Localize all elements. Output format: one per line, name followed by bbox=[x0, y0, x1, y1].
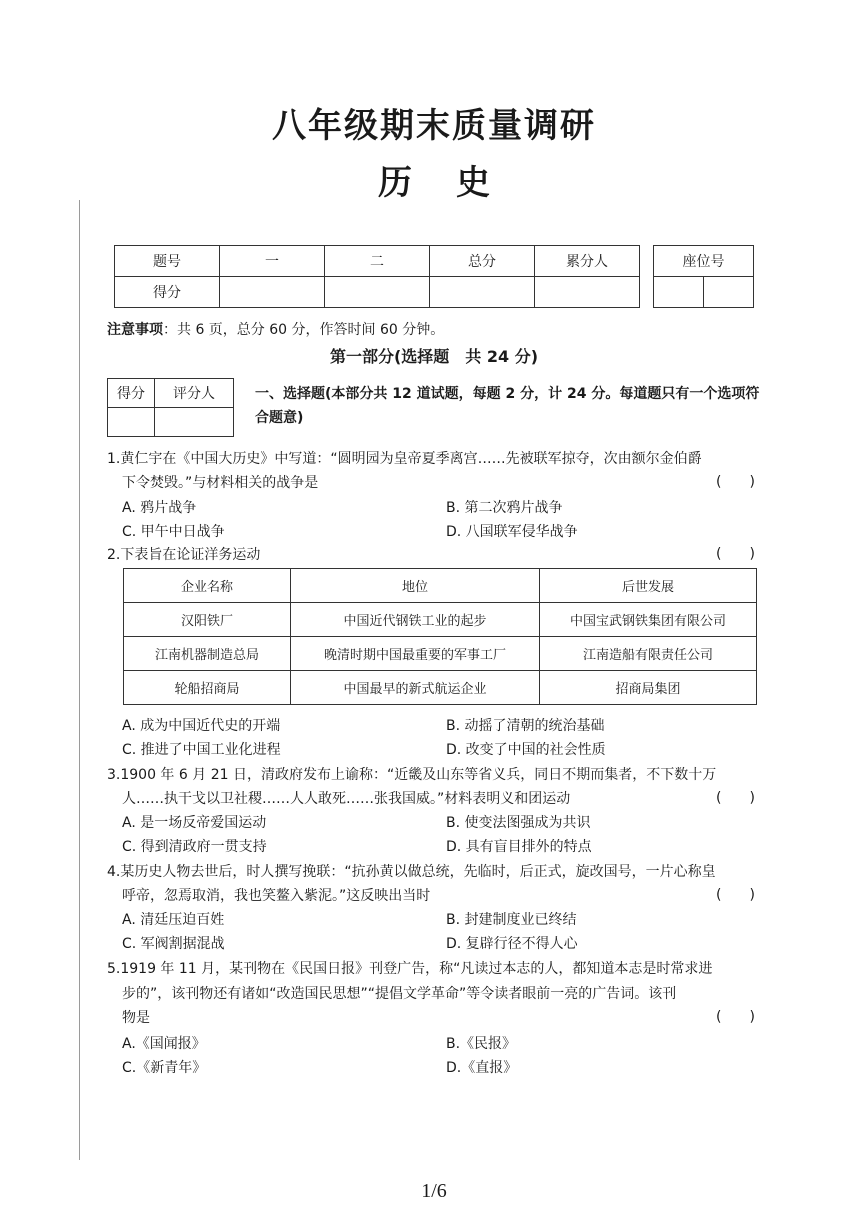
question-3-line-2: 人……执干戈以卫社稷……人人敢死……张我国威。”材料表明义和团运动 bbox=[122, 791, 571, 807]
q5-option-d: D.《直报》 bbox=[446, 1060, 518, 1076]
seat-number-cell bbox=[704, 277, 754, 308]
q3-option-a: A. 是一场反帝爱国运动 bbox=[122, 815, 267, 831]
q2-option-d: D. 改变了中国的社会性质 bbox=[446, 742, 606, 758]
answer-blank: ( ) bbox=[716, 1009, 755, 1025]
score-row-label: 得分 bbox=[115, 277, 220, 308]
table-cell: 招商局集团 bbox=[540, 671, 757, 705]
table-row bbox=[124, 603, 757, 637]
table-header-cell: 地位 bbox=[291, 569, 540, 603]
table-cell: 中国最早的新式航运企业 bbox=[291, 671, 540, 705]
q4-option-b: B. 封建制度业已终结 bbox=[446, 912, 577, 928]
notice-text: ：共 6 页，总分 60 分，作答时间 60 分钟。 bbox=[163, 322, 445, 338]
q4-option-d: D. 复辟行径不得人心 bbox=[446, 936, 578, 952]
q5-option-c: C.《新青年》 bbox=[122, 1060, 207, 1076]
score-entry-cell bbox=[220, 277, 325, 308]
grader-name-label: 评分人 bbox=[155, 379, 234, 408]
grader-table bbox=[107, 378, 234, 437]
table-cell: 江南机器制造总局 bbox=[124, 637, 291, 671]
answer-blank: ( ) bbox=[716, 546, 755, 562]
q2-option-c: C. 推进了中国工业化进程 bbox=[122, 742, 281, 758]
q1-option-c: C. 甲午中日战争 bbox=[122, 524, 225, 540]
score-table-cell: 二 bbox=[325, 246, 430, 277]
q3-option-b: B. 使变法图强成为共识 bbox=[446, 815, 591, 831]
q4-option-c: C. 军阀割据混战 bbox=[122, 936, 225, 952]
score-table-score-row bbox=[115, 277, 640, 308]
q2-option-b: B. 动摇了清朝的统治基础 bbox=[446, 718, 605, 734]
table-cell: 晚清时期中国最重要的军事工厂 bbox=[291, 637, 540, 671]
q5-option-a: A.《国闻报》 bbox=[122, 1036, 206, 1052]
answer-blank: ( ) bbox=[716, 474, 755, 490]
q4-option-a: A. 清廷压迫百姓 bbox=[122, 912, 225, 928]
q2-option-a: A. 成为中国近代史的开端 bbox=[122, 718, 281, 734]
question-5-line-1: 5.1919 年 11 月，某刊物在《民国日报》刊登广告，称“凡读过本志的人，都知道本志是时常求进 bbox=[107, 961, 713, 977]
notice-label: 注意事项 bbox=[107, 322, 163, 338]
answer-blank: ( ) bbox=[716, 887, 755, 903]
score-table-header-row bbox=[115, 246, 640, 277]
question-5-line-2: 步的”，该刊物还有诸如“改造国民思想”“提倡文学革命”等令读者眼前一亮的广告词。该刊 bbox=[122, 986, 677, 1002]
q3-option-d: D. 具有盲目排外的特点 bbox=[446, 839, 592, 855]
page-number: 1/6 bbox=[421, 1180, 447, 1202]
section-instructions: 一、选择题(本部分共 12 道试题，每题 2 分，计 24 分。每道题只有一个选项符合题意) bbox=[255, 386, 760, 426]
score-entry-cell bbox=[325, 277, 430, 308]
q5-option-b: B.《民报》 bbox=[446, 1036, 517, 1052]
score-entry-cell bbox=[430, 277, 535, 308]
question-1-line-2: 下令焚毁。”与材料相关的战争是 bbox=[122, 475, 319, 491]
question-2-line-1: 2.下表旨在论证洋务运动 bbox=[107, 547, 261, 563]
score-table bbox=[114, 245, 640, 308]
grader-score-cell bbox=[108, 408, 155, 437]
q1-option-b: B. 第二次鸦片战争 bbox=[446, 500, 563, 516]
question-4-line-2: 呼帝，忽焉取消，我也笑鳌入紫泥。”这反映出当时 bbox=[122, 888, 431, 904]
answer-blank: ( ) bbox=[716, 790, 755, 806]
q3-option-c: C. 得到清政府一贯支持 bbox=[122, 839, 267, 855]
score-table-cell: 题号 bbox=[115, 246, 220, 277]
seat-number-table bbox=[653, 245, 754, 308]
table-header-row bbox=[124, 569, 757, 603]
score-table-cell: 一 bbox=[220, 246, 325, 277]
grader-score-label: 得分 bbox=[108, 379, 155, 408]
table-cell: 汉阳铁厂 bbox=[124, 603, 291, 637]
part-one-title: 第一部分(选择题 共 24 分) bbox=[329, 347, 539, 366]
q1-option-d: D. 八国联军侵华战争 bbox=[446, 524, 578, 540]
yangwu-enterprise-table bbox=[123, 568, 757, 705]
table-cell: 江南造船有限责任公司 bbox=[540, 637, 757, 671]
score-entry-cell bbox=[535, 277, 640, 308]
grader-name-cell bbox=[155, 408, 234, 437]
score-table-cell: 累分人 bbox=[535, 246, 640, 277]
notice-line bbox=[107, 319, 444, 339]
table-cell: 轮船招商局 bbox=[124, 671, 291, 705]
score-table-cell: 总分 bbox=[430, 246, 535, 277]
q1-option-a: A. 鸦片战争 bbox=[122, 500, 197, 516]
seat-number-cell bbox=[654, 277, 704, 308]
table-cell: 中国宝武钢铁集团有限公司 bbox=[540, 603, 757, 637]
question-1-line-1: 1.黄仁宇在《中国大历史》中写道：“圆明园为皇帝夏季离宫……先被联军掠夺，次由额尔金伯爵 bbox=[107, 451, 702, 467]
question-4-line-1: 4.某历史人物去世后，时人撰写挽联：“抗孙黄以做总统，先临时，后正式，旋改国号，一片心称皇 bbox=[107, 864, 716, 880]
table-header-cell: 企业名称 bbox=[124, 569, 291, 603]
exam-title: 八年级期末质量调研 bbox=[272, 106, 596, 146]
seat-number-label: 座位号 bbox=[654, 246, 754, 277]
subject-title: 历史 bbox=[378, 163, 534, 203]
table-row bbox=[124, 637, 757, 671]
table-row bbox=[124, 671, 757, 705]
question-3-line-1: 3.1900 年 6 月 21 日，清政府发布上谕称：“近畿及山东等省义兵，同日不期而集者，不下数十万 bbox=[107, 767, 717, 783]
question-5-line-3: 物是 bbox=[122, 1010, 150, 1026]
table-cell: 中国近代钢铁工业的起步 bbox=[291, 603, 540, 637]
table-header-cell: 后世发展 bbox=[540, 569, 757, 603]
